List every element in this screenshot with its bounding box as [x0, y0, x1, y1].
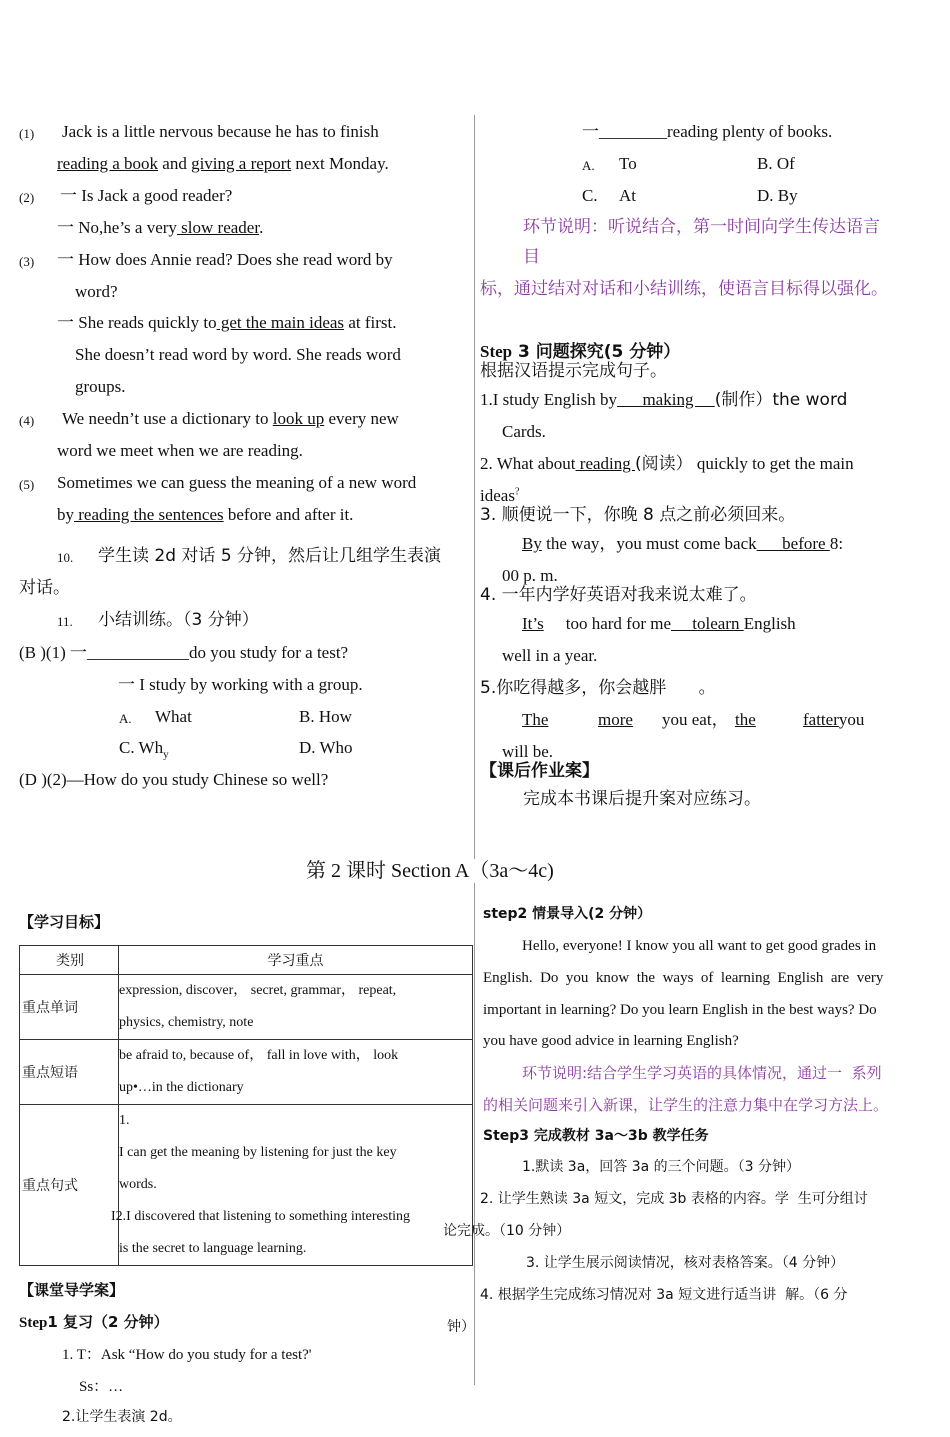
sentence-4-line2: well in a year. — [502, 646, 598, 665]
step1-title: Step1 复习（2 分钟） — [19, 1313, 169, 1331]
task-item-2: 2. 让学生熟读 3a 短文，完成 3b 表格的内容。学 生可分组讨 — [480, 1191, 868, 1207]
step3-intro: 根据汉语提示完成句子。 — [480, 361, 667, 381]
q3-line3: 一 She reads quickly to get the main ideas at first. — [57, 313, 397, 332]
section-title: 第 2 课时 Section A（3a～4c) — [306, 860, 554, 882]
sentence-3-line2: 00 p. m. — [502, 566, 558, 585]
q3-number: (3) — [19, 254, 35, 269]
q2-line2: 一 No,he’s a very slow reader. — [57, 218, 264, 237]
sentence-5-word-more: more — [598, 710, 633, 729]
table-header-focus: 学习重点 — [119, 946, 473, 975]
row-category-sentences: 重点句式 — [20, 1105, 119, 1266]
mc2-continuation: 一________reading plenty of books. — [582, 122, 833, 141]
table-row — [20, 975, 473, 1040]
mc2-option-b: B. Of — [757, 154, 795, 173]
table-row — [20, 1040, 473, 1105]
learning-goals-table — [19, 945, 473, 1266]
sentence-2-line2: ideas? — [480, 486, 520, 505]
homework-text: 完成本书课后提升案对应练习。 — [523, 789, 761, 809]
q2-number: (2) — [19, 190, 35, 205]
sentence-5-fatter: fatteryou — [803, 710, 865, 729]
teaching-note-3: 标，通过结对对话和小结训练，使语言目标得以强化。 — [480, 279, 888, 299]
guide-title: 【课堂导学案】 — [19, 1281, 125, 1299]
item10-text: 学生读 2d 对话 5 分钟，然后让几组学生表演 — [98, 546, 442, 566]
q4-line1: We needn’t use a dictionary to look up every new — [62, 409, 399, 428]
step1-item2: 2.让学生表演 2d。 — [62, 1409, 182, 1425]
row-category-phrases: 重点短语 — [20, 1040, 119, 1105]
sentence-4-chinese: 4. 一年内学好英语对我来说太难了。 — [480, 585, 757, 605]
row-category-words: 重点单词 — [20, 975, 119, 1040]
column-divider — [474, 115, 475, 1385]
sentence-3-chinese: 3. 顺便说一下，你晚 8 点之前必须回来。 — [480, 505, 796, 525]
task-item-1: 1.默读 3a，回答 3a 的三个问题。（3 分钟） — [522, 1159, 801, 1175]
mc1-option-d: D. Who — [299, 738, 353, 757]
step2-note-1: 环节说明:结合学生学习英语的具体情况，通过一 系列 — [522, 1064, 882, 1082]
step2-para-line3: important in learning? Do you learn English in the best ways? Do — [483, 1002, 877, 1018]
q3-line5: groups. — [75, 377, 126, 396]
q3-line1: 一 How does Annie read? Does she read word by — [57, 250, 393, 269]
mc2-option-c-label: C. — [582, 186, 598, 205]
sentence-4: It’s too hard for me tolearn English — [522, 614, 796, 633]
q5-line2: by reading the sentences before and after it. — [57, 505, 354, 524]
sentence-1: 1.I study English by making (制作）the word — [480, 390, 848, 410]
task-item-4: 4. 根据学生完成练习情况对 3a 短文进行适当讲 解。（6 分 — [480, 1287, 848, 1303]
mc1-option-a-label: A. — [119, 711, 132, 726]
q1-number: (1) — [19, 126, 35, 141]
item11-number: 11. — [57, 614, 73, 629]
q3-line4: She doesn’t read word by word. She reads word — [75, 345, 401, 364]
step2-note-2: 的相关问题来引入新课，让学生的注意力集中在学习方法上。 — [483, 1096, 889, 1114]
q3-line2: word? — [75, 282, 118, 301]
task-item-2-cont: 论完成。（10 分钟） — [443, 1223, 571, 1239]
step3-title: Step 3 问题探究(5 分钟） — [480, 342, 681, 362]
item11-text: 小结训练。（3 分钟） — [98, 610, 259, 630]
mc2-question: (D )(2)—How do you study Chinese so well? — [19, 770, 329, 789]
sentence-5-chinese: 5.你吃得越多，你会越胖 。 — [480, 678, 716, 698]
q1-line2: reading a book and giving a report next Monday. — [57, 154, 389, 173]
mc1-option-b: B. How — [299, 707, 352, 726]
item10-number: 10. — [57, 550, 74, 565]
row-content-words: expression, discover， secret, grammar， repeat, physics, chemistry, note — [119, 975, 473, 1040]
step2-title: step2 情景导入(2 分钟） — [483, 906, 652, 922]
mc1-question: (B )(1) 一____________do you study for a test? — [19, 643, 349, 662]
mc2-option-d: D. By — [757, 186, 798, 205]
mc2-option-a-label: A. — [582, 158, 595, 173]
q1-line1: Jack is a little nervous because he has to finish — [62, 122, 379, 141]
step2-para-line1: Hello, everyone! I know you all want to get good grades in — [522, 938, 877, 954]
mc2-option-c: At — [619, 186, 636, 205]
step2-para-line2: English. Do you know the ways of learning English are very — [483, 970, 884, 986]
task-item-4-cont: 钟） — [447, 1319, 475, 1335]
sentence-5-line2: will be. — [502, 742, 553, 761]
sentence-3: By the way，you must come back before 8: — [522, 534, 844, 553]
homework-title: 【课后作业案】 — [480, 761, 599, 781]
sentence-5-word-the: The — [522, 710, 549, 729]
row-content-phrases: be afraid to, because of， fall in love with， look up•…in the dictionary — [119, 1040, 473, 1105]
mc1-option-c: C. $Wh_y$ — [119, 738, 169, 761]
sentence-5-you-eat: you eat， — [662, 710, 729, 729]
mc1-option-a: What — [155, 707, 192, 726]
task-item-3: 3. 让学生展示阅读情况，核对表格答案。（4 分钟） — [526, 1255, 845, 1271]
teaching-note-1: 环节说明：听说结合，第一时间向学生传达语言 — [523, 217, 880, 237]
q4-number: (4) — [19, 413, 35, 428]
mc1-answer-line: 一 I study by working with a group. — [118, 675, 363, 694]
sentence-2: 2. What about reading (阅读） quickly to get the main — [480, 454, 854, 474]
table-row — [20, 1105, 473, 1266]
q5-line1: Sometimes we can guess the meaning of a new word — [57, 473, 417, 492]
table-header-category: 类别 — [20, 946, 119, 975]
row-content-sentences: 1. I can get the meaning by listening for just the key words. I2.I discovered that listening to something interesting is the secret to language learning. — [119, 1105, 473, 1266]
teaching-note-2: 目 — [523, 247, 540, 267]
table-header-row — [20, 946, 473, 975]
step3-task-title: Step3 完成教材 3a～3b 教学任务 — [483, 1128, 709, 1144]
item10-text2: 对话。 — [19, 578, 70, 598]
q2-line1: 一 Is Jack a good reader? — [60, 186, 233, 205]
q5-number: (5) — [19, 477, 35, 492]
q4-line2: word we meet when we are reading. — [57, 441, 303, 460]
step1-item1: 1. T：Ask “How do you study for a test?' — [62, 1347, 312, 1363]
mc2-option-a: To — [619, 154, 637, 173]
goals-title: 【学习目标】 — [19, 913, 110, 931]
sentence-5-word-the2: the — [735, 710, 756, 729]
sentence-1-line2: Cards. — [502, 422, 546, 441]
step1-item1-response: Ss：… — [79, 1379, 124, 1395]
step2-para-line4: you have good advice in learning English? — [483, 1033, 739, 1049]
